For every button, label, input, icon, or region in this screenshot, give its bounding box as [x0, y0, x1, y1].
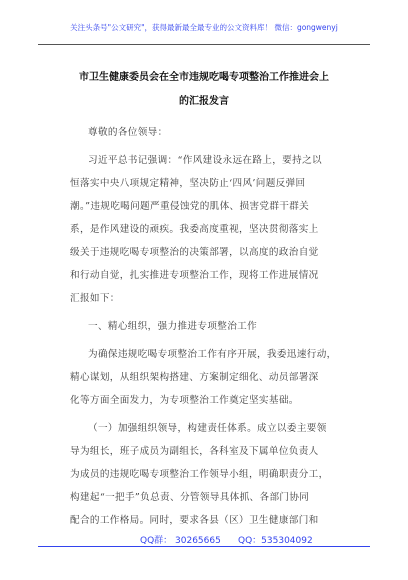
body-line: 化等方面全面发力，为专项整治工作奠定坚实基础。 — [70, 395, 299, 406]
body-line: 为成员的违规吃喝专项整治工作领导小组，明确职责分工， — [70, 469, 329, 480]
body-line: 潮。”违规吃喝问题严重侵蚀党的肌体、损害党群干群关 — [70, 201, 310, 212]
body-line: 级关于违规吃喝专项整治的决策部署，以高度的政治自觉 — [70, 247, 319, 258]
header-banner: 关注头条号"公文研究"，获得最新最全最专业的公文资料库！ 微信：gongwenyj — [70, 23, 338, 32]
body-line: 精心谋划，从组织架构搭建、方案制定细化、动员部署深 — [70, 372, 319, 383]
body-line: 构建起“一把手”负总责、分管领导具体抓、各部门协同 — [70, 492, 310, 503]
body-line: 恒落实中央八项规定精神，坚决防止‘四风’问题反弹回 — [70, 178, 306, 189]
body-line: 导为组长，班子成员为副组长，各科室及下属单位负责人 — [70, 446, 319, 457]
body-line: 为确保违规吃喝专项整治工作有序开展，我委迅速行动， — [88, 349, 337, 360]
footer-qq: QQ：535304092 — [238, 536, 313, 546]
body-line: 配合的工作格局。同时，要求各县（区）卫生健康部门和 — [70, 515, 319, 526]
body-line: 和行动自觉，扎实推进专项整治工作，现将工作进展情况 — [70, 270, 319, 281]
body-line: 习近平总书记强调：“作风建设永远在路上，要持之以 — [88, 155, 322, 166]
salutation: 尊敬的各位领导： — [88, 127, 168, 138]
document-title-line-1: 市卫生健康委员会在全市违规吃喝专项整治工作推进会上 — [79, 72, 329, 83]
header-divider — [38, 44, 370, 45]
body-line: 系，是作风建设的顽疾。我委高度重视，坚决贯彻落实上 — [70, 224, 319, 235]
footer-divider — [38, 546, 370, 547]
body-line: 汇报如下： — [70, 293, 120, 304]
footer-qq-group: QQ群： 30265665 — [140, 536, 221, 546]
section-heading: 一、精心组织，强力推进专项整治工作 — [88, 321, 258, 332]
document-title-line-2: 的汇报发言 — [179, 96, 229, 107]
subsection-line: （一）加强组织领导，构建责任体系。成立以委主要领 — [88, 423, 327, 434]
